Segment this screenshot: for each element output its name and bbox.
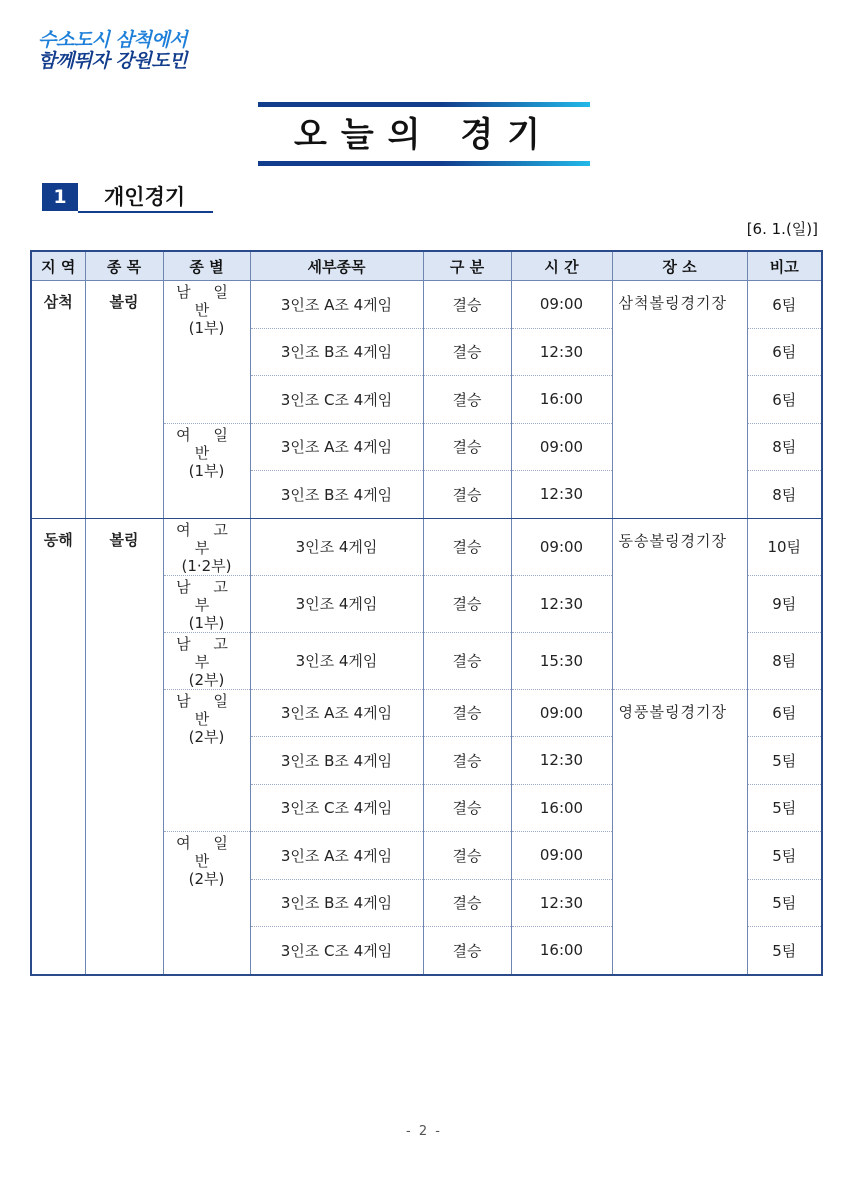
sport-cell: 볼링 <box>85 518 163 975</box>
type-cell: 결승 <box>423 575 511 632</box>
class-division: (2부) <box>188 727 225 746</box>
table-header-row <box>31 251 822 281</box>
time-cell: 09:00 <box>511 423 612 471</box>
page-number: - 2 - <box>406 1124 442 1139</box>
event-cell: 3인조 4게임 <box>250 632 423 689</box>
type-cell: 결승 <box>423 632 511 689</box>
type-cell: 결승 <box>423 927 511 975</box>
note-cell: 5팀 <box>747 927 822 975</box>
venue-cell: 동송볼링경기장 <box>612 518 747 689</box>
note-cell: 5팀 <box>747 784 822 832</box>
class-division: (1·2부) <box>181 556 232 575</box>
time-cell: 15:30 <box>511 632 612 689</box>
venue-cell: 삼척볼링경기장 <box>612 281 747 519</box>
note-cell: 8팀 <box>747 471 822 519</box>
table-row <box>31 518 822 575</box>
type-cell: 결승 <box>423 879 511 927</box>
event-cell: 3인조 B조 4게임 <box>250 471 423 519</box>
sport-cell: 볼링 <box>85 281 163 519</box>
class-name: 여 고 부 <box>176 520 237 557</box>
type-cell: 결승 <box>423 471 511 519</box>
type-cell: 결승 <box>423 328 511 376</box>
event-cell: 3인조 C조 4게임 <box>250 927 423 975</box>
slogan-line2: 함께뛰자 강원도민 <box>38 50 187 72</box>
title-top-rule <box>258 102 590 107</box>
class-cell <box>163 575 250 632</box>
type-cell: 결승 <box>423 832 511 880</box>
slogan-logo <box>38 30 187 72</box>
event-cell: 3인조 A조 4게임 <box>250 689 423 737</box>
note-cell: 9팀 <box>747 575 822 632</box>
event-cell: 3인조 4게임 <box>250 575 423 632</box>
class-name: 여 일 반 <box>176 425 237 462</box>
time-cell: 12:30 <box>511 879 612 927</box>
type-cell: 결승 <box>423 737 511 785</box>
class-name: 남 고 부 <box>176 634 237 671</box>
header-time: 시 간 <box>511 251 612 281</box>
title-banner <box>258 102 590 166</box>
time-cell: 12:30 <box>511 737 612 785</box>
note-cell: 10팀 <box>747 518 822 575</box>
class-division: (1부) <box>188 319 225 337</box>
time-cell: 16:00 <box>511 927 612 975</box>
header-class: 종 별 <box>163 251 250 281</box>
event-cell: 3인조 A조 4게임 <box>250 423 423 471</box>
type-cell: 결승 <box>423 423 511 471</box>
header-event: 세부종목 <box>250 251 423 281</box>
note-cell: 8팀 <box>747 423 822 471</box>
note-cell: 6팀 <box>747 689 822 737</box>
event-cell: 3인조 C조 4게임 <box>250 784 423 832</box>
class-cell <box>163 518 250 575</box>
type-cell: 결승 <box>423 689 511 737</box>
note-cell: 6팀 <box>747 376 822 424</box>
class-name: 남 일 반 <box>176 691 237 728</box>
header-type: 구 분 <box>423 251 511 281</box>
class-cell <box>163 832 250 975</box>
schedule-date: [6. 1.(일)] <box>746 220 818 238</box>
section-label: 개인경기 <box>104 185 186 209</box>
event-cell: 3인조 B조 4게임 <box>250 737 423 785</box>
time-cell: 09:00 <box>511 518 612 575</box>
header-venue: 장 소 <box>612 251 747 281</box>
note-cell: 6팀 <box>747 328 822 376</box>
header-region: 지 역 <box>31 251 85 281</box>
event-cell: 3인조 B조 4게임 <box>250 328 423 376</box>
type-cell: 결승 <box>423 281 511 329</box>
section-heading <box>42 183 213 213</box>
class-cell <box>163 632 250 689</box>
type-cell: 결승 <box>423 376 511 424</box>
section-number: 1 <box>42 183 78 211</box>
class-cell <box>163 423 250 518</box>
note-cell: 6팀 <box>747 281 822 329</box>
header-note: 비고 <box>747 251 822 281</box>
type-cell: 결승 <box>423 518 511 575</box>
note-cell: 8팀 <box>747 632 822 689</box>
type-cell: 결승 <box>423 784 511 832</box>
event-cell: 3인조 A조 4게임 <box>250 281 423 329</box>
region-cell: 삼척 <box>31 281 85 519</box>
time-cell: 16:00 <box>511 784 612 832</box>
class-cell <box>163 689 250 832</box>
page-title: 오늘의 경기 <box>293 115 555 155</box>
class-name: 여 일 반 <box>176 834 237 870</box>
time-cell: 09:00 <box>511 281 612 329</box>
time-cell: 12:30 <box>511 328 612 376</box>
schedule-table <box>30 250 823 976</box>
class-division: (2부) <box>188 870 225 888</box>
note-cell: 5팀 <box>747 737 822 785</box>
venue-cell: 영풍볼링경기장 <box>612 689 747 975</box>
note-cell: 5팀 <box>747 879 822 927</box>
class-name: 남 고 부 <box>176 577 237 614</box>
class-division: (1부) <box>188 461 225 480</box>
time-cell: 12:30 <box>511 575 612 632</box>
time-cell: 09:00 <box>511 689 612 737</box>
header-sport: 종 목 <box>85 251 163 281</box>
event-cell: 3인조 4게임 <box>250 518 423 575</box>
event-cell: 3인조 C조 4게임 <box>250 376 423 424</box>
table-row <box>31 281 822 329</box>
event-cell: 3인조 A조 4게임 <box>250 832 423 880</box>
event-cell: 3인조 B조 4게임 <box>250 879 423 927</box>
time-cell: 09:00 <box>511 832 612 880</box>
title-bottom-rule <box>258 161 590 166</box>
class-division: (2부) <box>188 670 225 689</box>
class-cell <box>163 281 250 424</box>
time-cell: 12:30 <box>511 471 612 519</box>
region-cell: 동해 <box>31 518 85 975</box>
note-cell: 5팀 <box>747 832 822 880</box>
time-cell: 16:00 <box>511 376 612 424</box>
class-name: 남 일 반 <box>176 283 237 319</box>
section-underline <box>78 211 213 213</box>
class-division: (1부) <box>188 613 225 632</box>
slogan-line1: 수소도시 삼척에서 <box>38 29 187 51</box>
